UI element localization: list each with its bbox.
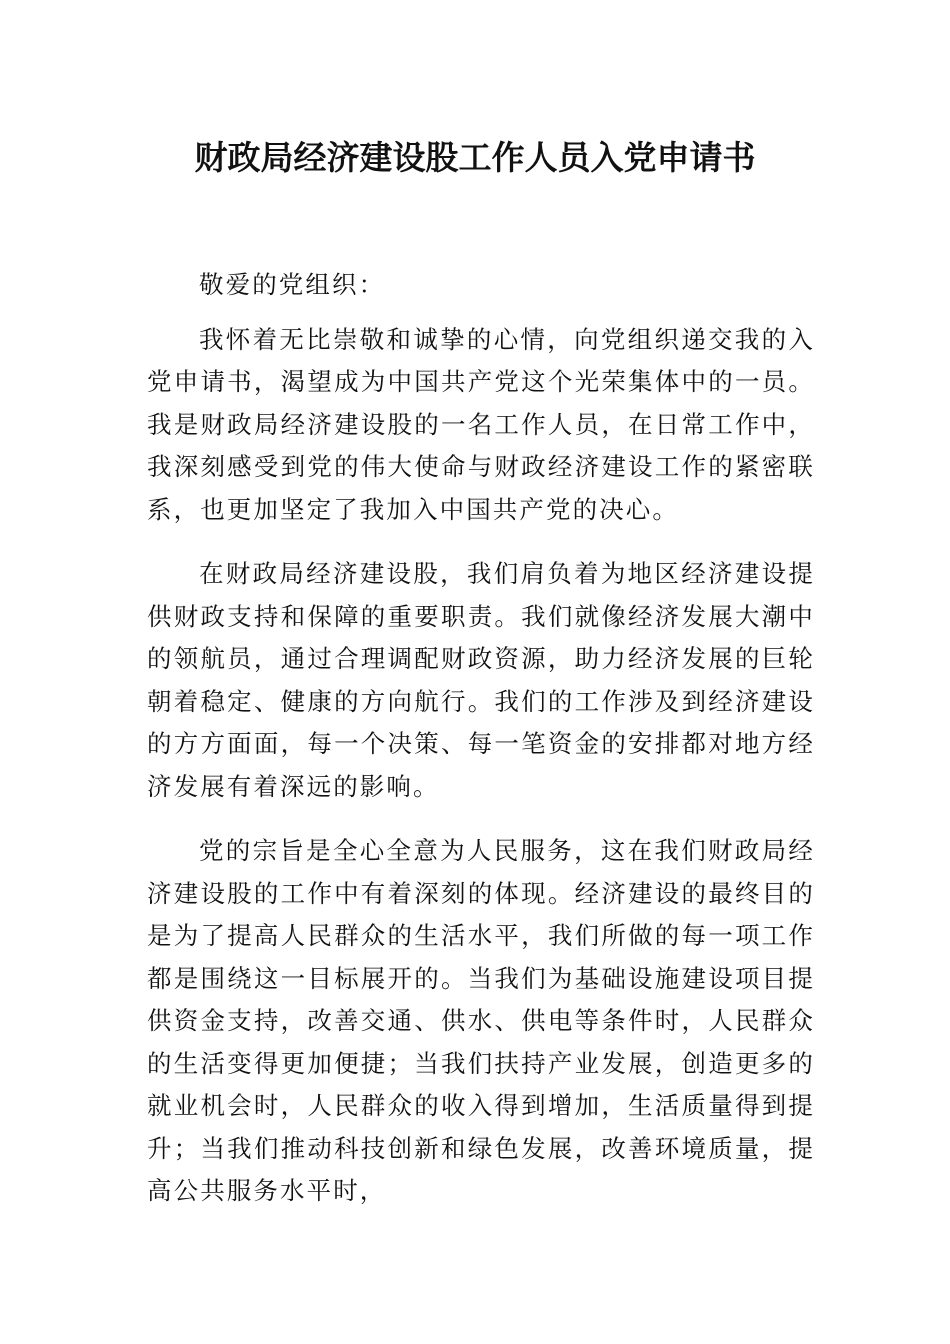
document-title: 财政局经济建设股工作人员入党申请书 [194, 138, 756, 177]
document-body [147, 264, 815, 1235]
paragraph-3: 党的宗旨是全心全意为人民服务，这在我们财政局经济建设股的工作中有着深刻的体现。经济建设的最终目的是为了提高人民群众的生活水平，我们所做的每一项工作都是围绕这一目标展开的。当我们为基础设施建设项目提供资金支持，改善交通、供水、供电等条件时，人民群众的生活变得更加便捷；当我们扶持产业发展，创造更多的就业机会时，人民群众的收入得到增加，生活质量得到提升；当我们推动科技创新和绿色发展，改善环境质量，提高公共服务水平时， [147, 836, 815, 1205]
paragraph-2: 在财政局经济建设股，我们肩负着为地区经济建设提供财政支持和保障的重要职责。我们就像经济发展大潮中的领航员，通过合理调配财政资源，助力经济发展的巨轮朝着稳定、健康的方向航行。我们的工作涉及到经济建设的方方面面，每一个决策、每一笔资金的安排都对地方经济发展有着深远的影响。 [147, 559, 815, 801]
paragraph-1: 我怀着无比崇敬和诚挚的心情，向党组织递交我的入党申请书，渴望成为中国共产党这个光荣集体中的一员。我是财政局经济建设股的一名工作人员，在日常工作中，我深刻感受到党的伟大使命与财政经济建设工作的紧密联系，也更加坚定了我加入中国共产党的决心。 [147, 324, 815, 524]
salutation: 敬爱的党组织： [199, 270, 386, 299]
